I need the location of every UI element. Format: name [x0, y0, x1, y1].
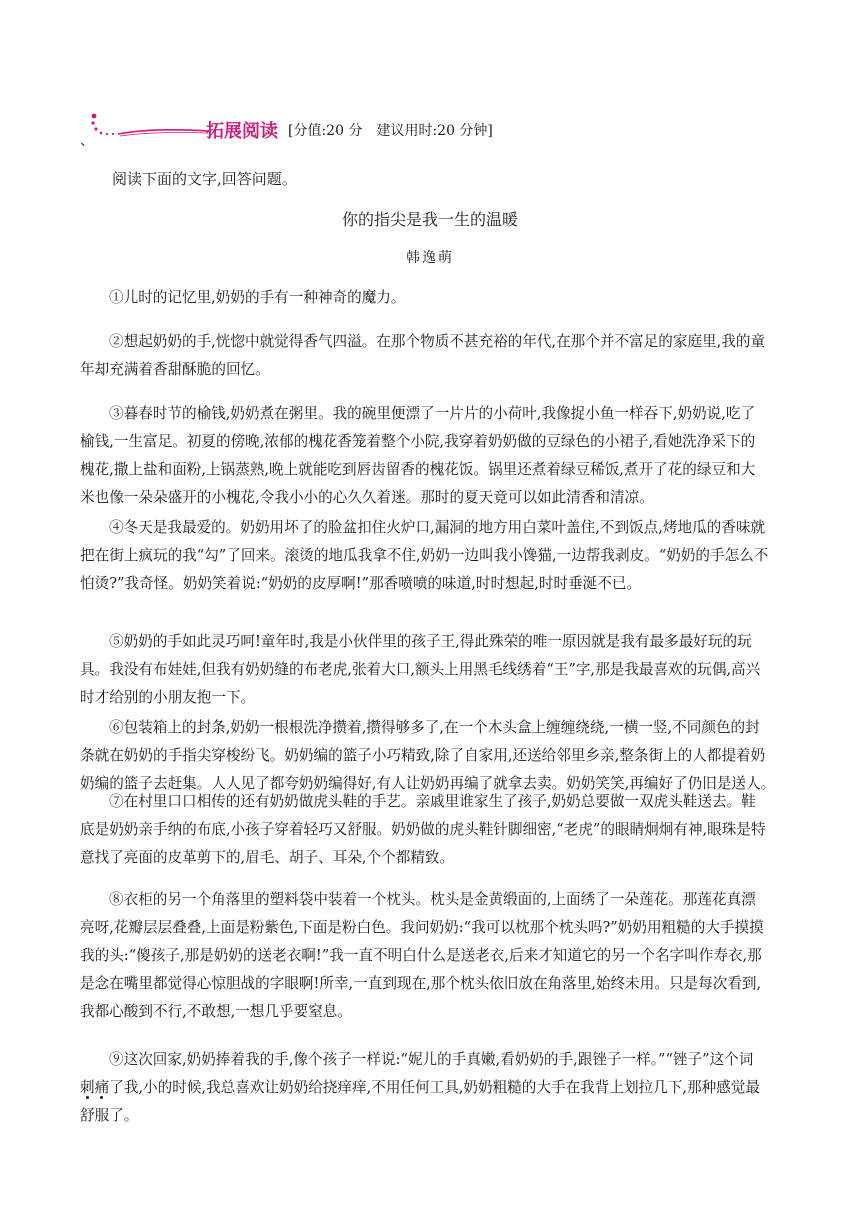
- essay-paragraph: [80, 628, 780, 712]
- essay-title: 你的指尖是我一生的温暖: [341, 210, 518, 229]
- essay-paragraph: [80, 1046, 780, 1130]
- paragraph-line: 刺痛了我,小的时候,我总喜欢让奶奶给挠痒痒,不用任何工具,奶奶粗糙的大手在我背上划拉几下,那种感觉最: [80, 1079, 760, 1096]
- section-meta: [分值:20 分 建议用时:20 分钟]: [288, 123, 493, 139]
- paragraph-line: 槐花,撒上盐和面粉,上锅蒸熟,晚上就能吃到唇齿留香的槐花饭。锅里还煮着绿豆稀饭,煮开了花的绿豆和大: [80, 461, 756, 478]
- paragraph-line: 时才给别的小朋友抱一下。: [80, 689, 256, 706]
- paragraph-line: 榆钱,一生富足。初夏的傍晚,浓郁的槐花香笼着整个小院,我穿着奶奶做的豆绿色的小裙子,看她洗净采下的: [80, 433, 756, 450]
- paragraph-line: 底是奶奶亲手纳的布底,小孩子穿着轻巧又舒服。奶奶做的虎头鞋针脚细密,“老虎”的眼睛炯炯有神,眼珠是特: [80, 821, 766, 838]
- instruction-text: 阅读下面的文字,回答问题。: [112, 170, 297, 188]
- essay-paragraph: [80, 400, 780, 512]
- essay-author: 韩逸萌: [406, 250, 454, 266]
- essay-paragraph: [80, 514, 780, 598]
- paragraph-line: 是念在嘴里都觉得心惊胆战的字眼啊!所幸,一直到现在,那个枕头依旧放在角落里,始终未用。只是每次看到,: [80, 975, 762, 992]
- paragraph-line: 亮呀,花瓣层层叠叠,上面是粉紫色,下面是粉白色。我问奶奶:“我可以枕那个枕头吗?”奶奶用粗糙的大手摸摸: [80, 919, 764, 936]
- paragraph-line: ⑦在村里口口相传的还有奶奶做虎头鞋的手艺。亲戚里谁家生了孩子,奶奶总要做一双虎头鞋送去。鞋: [109, 793, 756, 810]
- paragraph-line: 我的头:“傻孩子,那是奶奶的送老衣啊!”我一直不明白什么是送老衣,后来才知道它的另一个名字叫作寿衣,那: [80, 947, 762, 964]
- section-title: 拓展阅读: [206, 121, 278, 142]
- paragraph-line: 奶编的篮子去赶集。人人见了都夸奶奶编得好,有人让奶奶再编了就拿去卖。奶奶笑笑,再编好了仍旧是送人。: [80, 775, 776, 792]
- essay-paragraph: [80, 284, 780, 312]
- paragraph-line: ⑨这次回家,奶奶捧着我的手,像个孩子一样说:“妮儿的手真嫩,看奶奶的手,跟锉子一样。”“锉子”这个词: [109, 1051, 754, 1068]
- essay-paragraph: [80, 886, 780, 1026]
- paragraph-line: 我都心酸到不行,不敢想,一想几乎要窒息。: [80, 1003, 352, 1020]
- dotted-swoosh-icon: [90, 112, 208, 144]
- essay-paragraph: [80, 714, 780, 798]
- paragraph-line: 舒服了。: [80, 1107, 139, 1124]
- essay-paragraph: [80, 788, 780, 872]
- paragraph-line: ②想起奶奶的手,恍惚中就觉得香气四溢。在那个物质不甚充裕的年代,在那个并不富足的家庭里,我的童: [109, 333, 766, 350]
- paragraph-line: ④冬天是我最爱的。奶奶用坏了的脸盆扣住火炉口,漏洞的地方用白菜叶盖住,不到饭点,烤地瓜的香味就: [109, 519, 766, 536]
- essay-paragraph: [80, 328, 780, 384]
- paragraph-line: ⑧衣柜的另一个角落里的塑料袋中装着一个枕头。枕头是金黄缎面的,上面绣了一朵莲花。那莲花真漂: [109, 891, 756, 908]
- paragraph-line: 具。我没有布娃娃,但我有奶奶缝的布老虎,张着大口,额头上用黑毛线绣着“王”字,那是我最喜欢的玩偶,高兴: [80, 661, 761, 678]
- paragraph-line: 把在街上疯玩的我“勾”了回来。滚烫的地瓜我拿不住,奶奶一边叫我小馋猫,一边帮我剥皮。“奶奶的手怎么不: [80, 547, 769, 564]
- paragraph-line: ①儿时的记忆里,奶奶的手有一种神奇的魔力。: [109, 289, 406, 306]
- emphasis-char: 刺: [80, 1079, 95, 1096]
- paragraph-line: 意找了亮面的皮革剪下的,眉毛、胡子、耳朵,个个都精致。: [80, 849, 455, 866]
- section-header: [80, 112, 780, 152]
- emphasis-char: 痛: [94, 1079, 110, 1096]
- paragraph-line: 怕烫?”我奇怪。奶奶笑着说:“奶奶的皮厚啊!”那香喷喷的味道,时时想起,时时垂涎不已。: [80, 575, 642, 592]
- paragraph-line: ⑤奶奶的手如此灵巧呵!童年时,我是小伙伴里的孩子王,得此殊荣的唯一原因就是我有最多最好玩的玩: [109, 633, 752, 650]
- paragraph-line: ⑥包装箱上的封条,奶奶一根根洗净攒着,攒得够多了,在一个木头盒上缠缠绕绕,一横一竖,不同颜色的封: [109, 719, 760, 736]
- paragraph-line: ③暮春时节的榆钱,奶奶煮在粥里。我的碗里便漂了一片片的小荷叶,我像捉小鱼一样吞下,奶奶说,吃了: [109, 405, 756, 422]
- section-prefix: 、: [80, 133, 94, 149]
- paragraph-line: 米也像一朵朵盛开的小槐花,令我小小的心久久着迷。那时的夏天竟可以如此清香和清凉。: [80, 489, 654, 506]
- paragraph-line: 年却充满着香甜酥脆的回忆。: [80, 361, 270, 378]
- paragraph-line: 条就在奶奶的手指尖穿梭纷飞。奶奶编的篮子小巧精致,除了自家用,还送给邻里乡亲,整条街上的人都提着奶: [80, 747, 766, 764]
